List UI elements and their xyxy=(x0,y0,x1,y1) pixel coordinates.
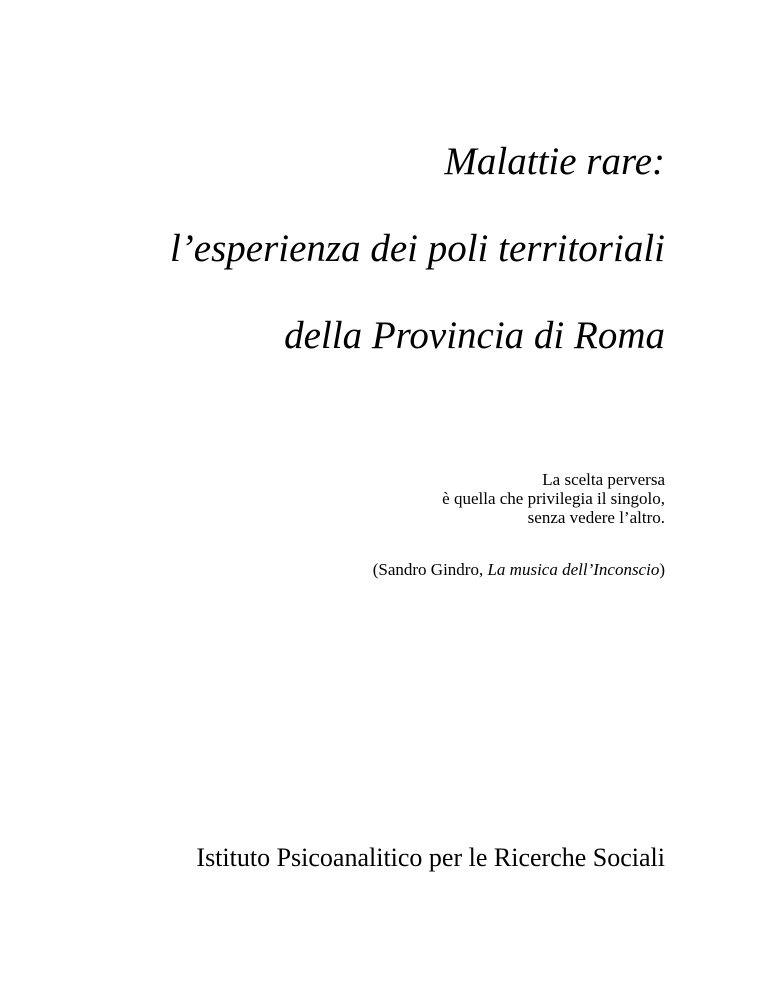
title-line-2: l’esperienza dei poli territoriali xyxy=(169,227,665,270)
epigraph-line-3: senza vedere l’altro. xyxy=(527,508,665,527)
title-line-1: Malattie rare: xyxy=(444,140,665,183)
title-line-3: della Provincia di Roma xyxy=(284,314,665,357)
citation-close: ) xyxy=(659,560,665,579)
citation-author: (Sandro Gindro, xyxy=(372,560,488,579)
epigraph xyxy=(442,470,665,527)
citation-work-title: La musica dell’Inconscio xyxy=(487,560,660,579)
epigraph-citation xyxy=(373,560,665,580)
epigraph-line-1: La scelta perversa xyxy=(542,470,665,489)
publisher-name: Istituto Psicoanalitico per le Ricerche Sociali xyxy=(196,843,665,872)
epigraph-line-2: è quella che privilegia il singolo, xyxy=(442,489,665,508)
